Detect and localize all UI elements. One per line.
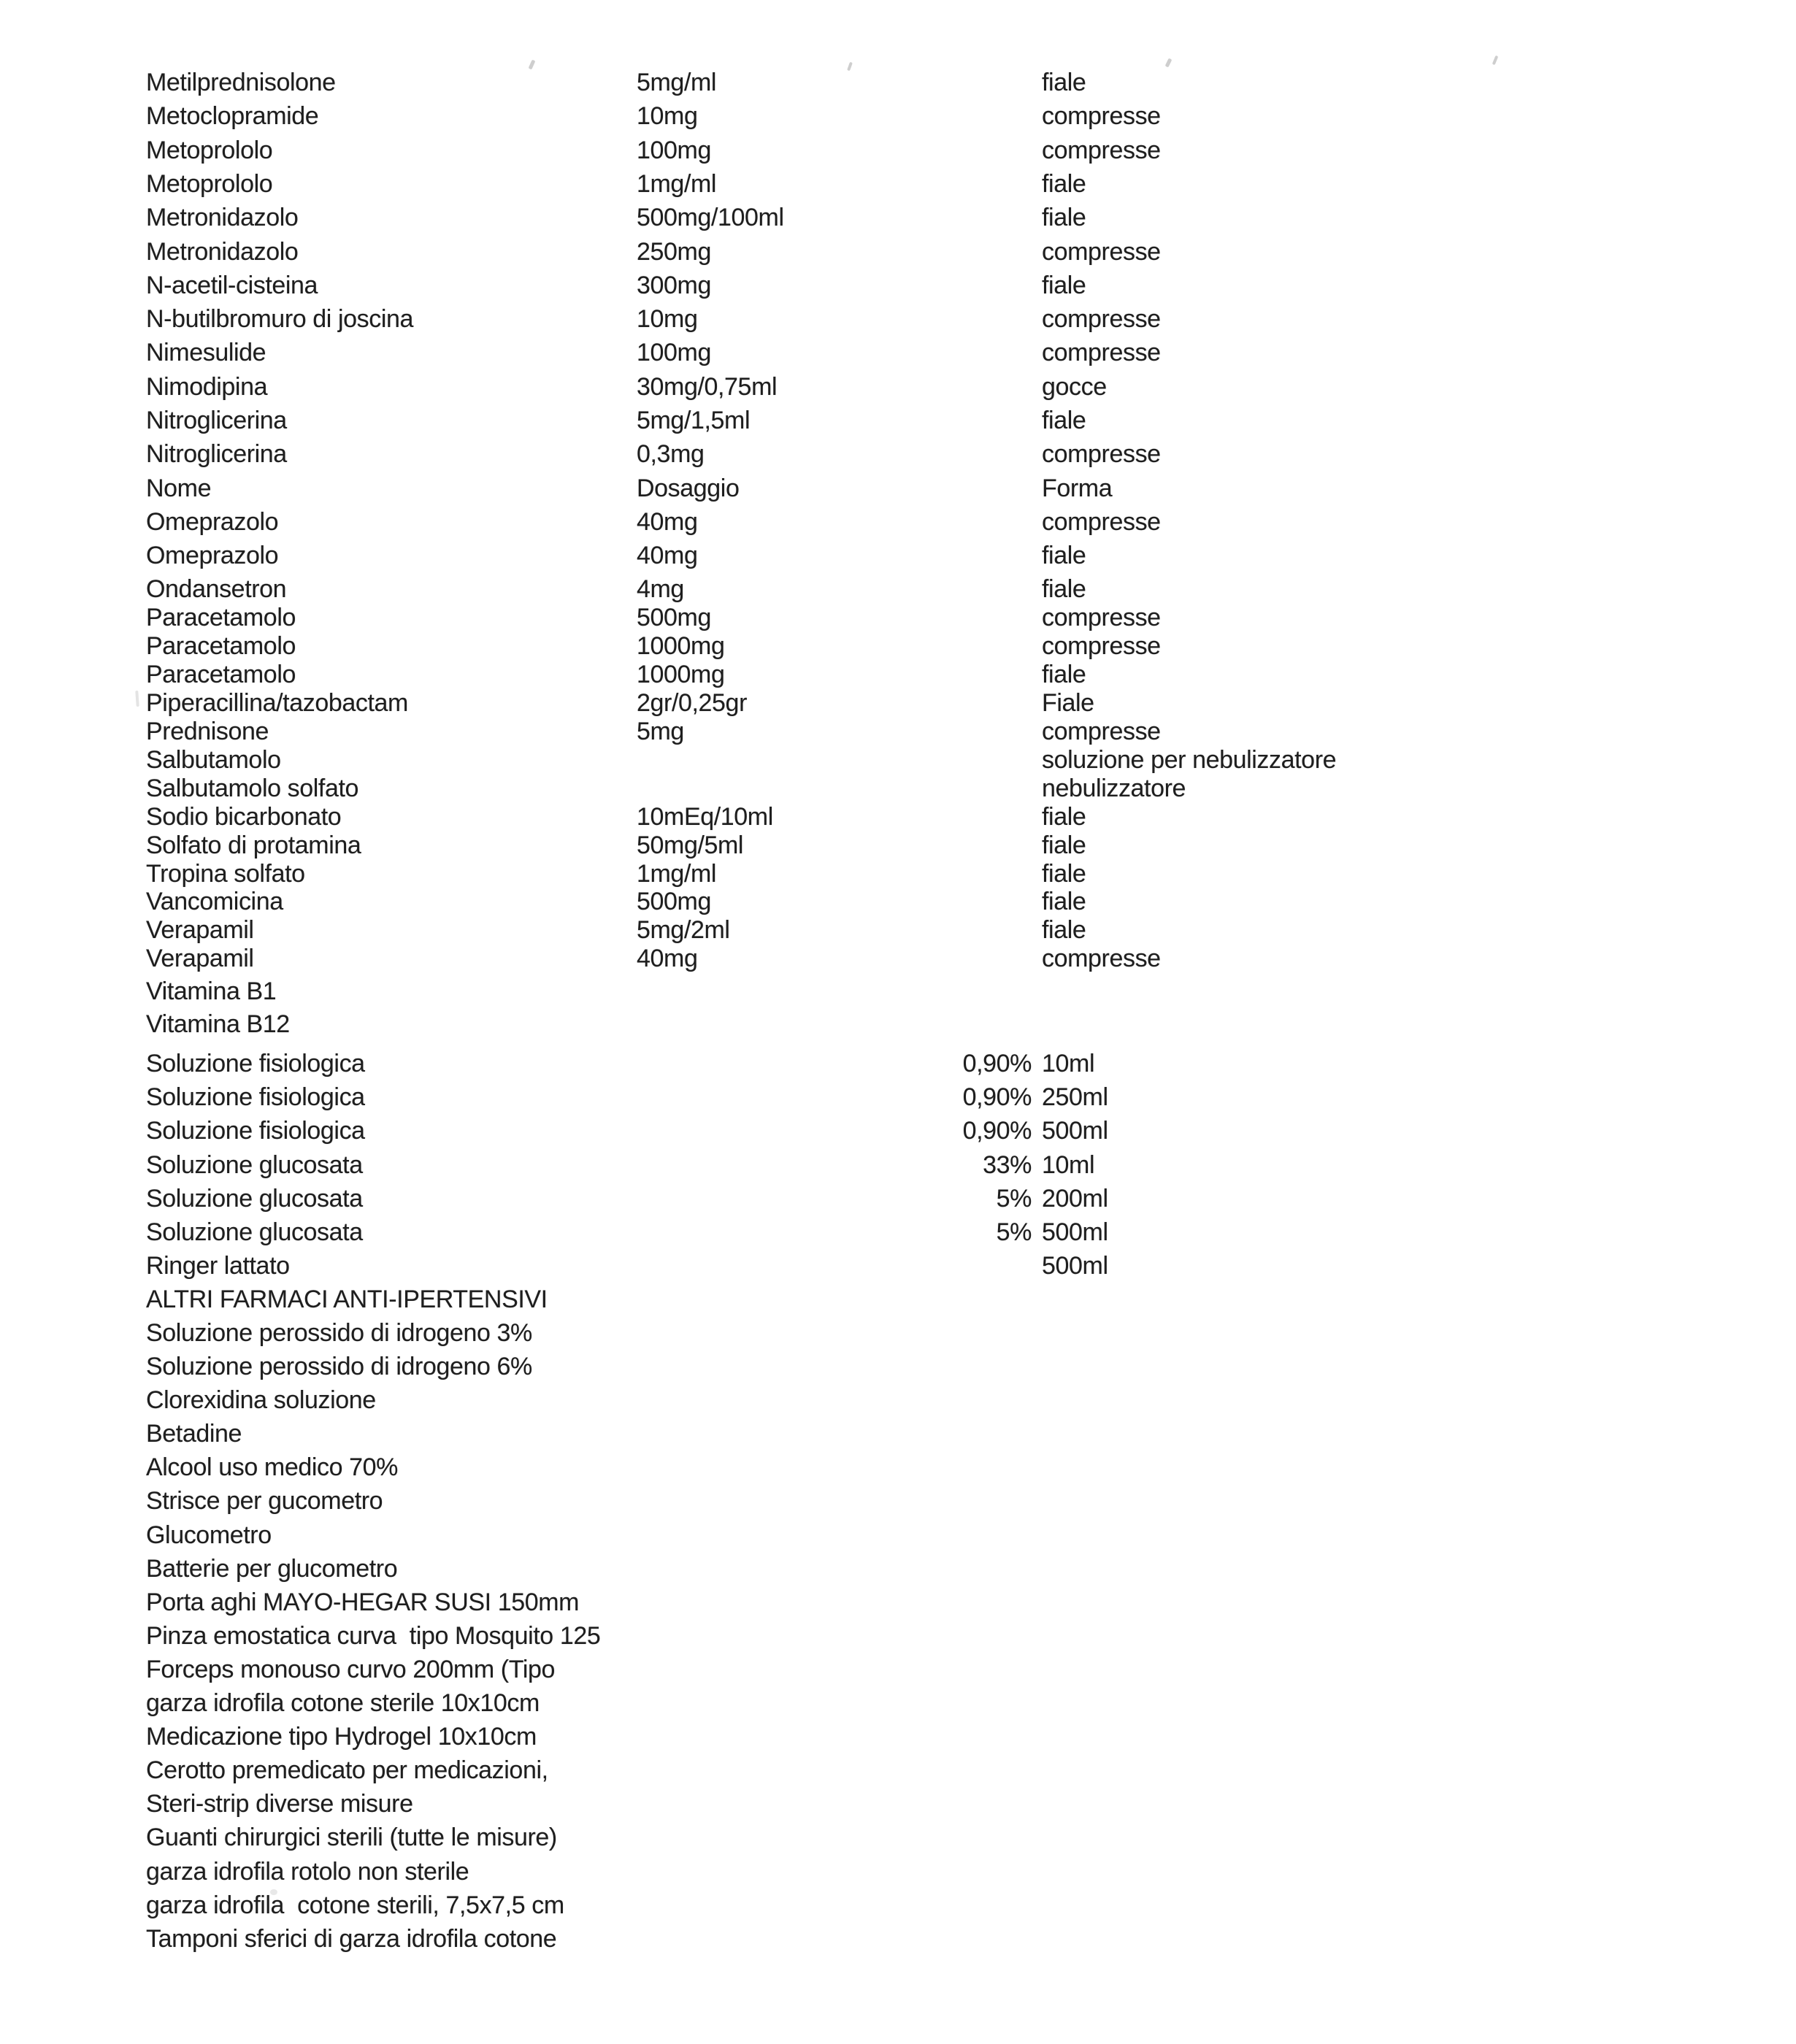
dosage-cell: 500mg: [637, 604, 711, 631]
table-row: [0, 1148, 1796, 1182]
table-row: [0, 1007, 1796, 1041]
form-cell: nebulizzatore: [1042, 775, 1186, 802]
dosage-cell: 10mEq/10ml: [637, 803, 773, 831]
table-row: [0, 336, 1796, 369]
drug-name-cell: Nimesulide: [146, 339, 266, 366]
table-row: [0, 235, 1796, 269]
form-cell: compresse: [1042, 718, 1161, 745]
drug-name-cell: Vitamina B1: [146, 977, 277, 1005]
drug-name-cell: Cerotto premedicato per medicazioni,: [146, 1756, 548, 1784]
drug-name-cell: Tropina solfato: [146, 860, 305, 888]
form-cell: fiale: [1042, 831, 1086, 859]
form-cell: compresse: [1042, 604, 1161, 631]
solution-volume-cell: 10ml: [1042, 1050, 1095, 1077]
table-row: [0, 1215, 1796, 1249]
table-row: [0, 302, 1796, 336]
drug-name-cell: Batterie per glucometro: [146, 1555, 398, 1583]
solution-percent-cell: 5%: [996, 1218, 1032, 1246]
dosage-cell: 5mg/ml: [637, 69, 717, 96]
table-row: [0, 975, 1796, 1008]
table-row: [0, 942, 1796, 975]
solution-percent-cell: 0,90%: [962, 1083, 1032, 1111]
drug-name-cell: Soluzione glucosata: [146, 1151, 363, 1179]
table-row: [0, 1889, 1796, 1922]
dosage-cell: Dosaggio: [637, 474, 740, 502]
table-row: [0, 1383, 1796, 1417]
table-row: [0, 1787, 1796, 1821]
drug-name-cell: Soluzione perossido di idrogeno 3%: [146, 1319, 532, 1347]
dosage-cell: 500mg: [637, 888, 711, 915]
drug-name-cell: Soluzione fisiologica: [146, 1050, 365, 1077]
form-cell: compresse: [1042, 945, 1161, 972]
drug-name-cell: Soluzione perossido di idrogeno 6%: [146, 1353, 532, 1380]
form-cell: compresse: [1042, 137, 1161, 164]
table-row: [0, 1114, 1796, 1148]
table-row: [0, 1182, 1796, 1215]
table-row: [0, 201, 1796, 234]
table-row: [0, 404, 1796, 437]
drug-name-cell: Metronidazolo: [146, 238, 299, 266]
dosage-cell: 500mg/100ml: [637, 204, 784, 231]
dosage-cell: 100mg: [637, 137, 711, 164]
form-cell: compresse: [1042, 632, 1161, 660]
drug-name-cell: Ringer lattato: [146, 1252, 290, 1280]
dosage-cell: 5mg: [637, 718, 684, 745]
solution-percent-cell: 0,90%: [962, 1050, 1032, 1077]
dosage-cell: 0,3mg: [637, 440, 705, 468]
table-row: [0, 1619, 1796, 1653]
solution-volume-cell: 500ml: [1042, 1252, 1108, 1280]
drug-name-cell: Vitamina B12: [146, 1010, 290, 1038]
table-row: [0, 370, 1796, 404]
drug-name-cell: Soluzione fisiologica: [146, 1083, 365, 1111]
table-row: [0, 1249, 1796, 1283]
form-cell: fiale: [1042, 407, 1086, 434]
form-cell: fiale: [1042, 888, 1086, 915]
drug-name-cell: Steri-strip diverse misure: [146, 1790, 413, 1818]
dosage-cell: 2gr/0,25gr: [637, 689, 747, 717]
drug-name-cell: Paracetamolo: [146, 661, 296, 688]
table-row: [0, 1720, 1796, 1753]
drug-name-cell: Ondansetron: [146, 575, 287, 603]
table-row: [0, 134, 1796, 167]
form-cell: fiale: [1042, 803, 1086, 831]
form-cell: Forma: [1042, 474, 1113, 502]
form-cell: soluzione per nebulizzatore: [1042, 746, 1337, 774]
solution-percent-cell: 33%: [983, 1151, 1032, 1179]
solution-percent-cell: 0,90%: [962, 1117, 1032, 1145]
drug-name-cell: Verapamil: [146, 916, 254, 944]
drug-name-cell: N-butilbromuro di joscina: [146, 305, 414, 333]
drug-name-cell: Piperacillina/tazobactam: [146, 689, 408, 717]
table-row: [0, 1316, 1796, 1350]
drug-name-cell: Pinza emostatica curva tipo Mosquito 125: [146, 1622, 601, 1650]
scan-artifact: [1492, 55, 1499, 66]
solution-volume-cell: 10ml: [1042, 1151, 1095, 1179]
table-row: [0, 99, 1796, 133]
drug-name-cell: Nome: [146, 474, 212, 502]
solution-volume-cell: 500ml: [1042, 1117, 1108, 1145]
form-cell: fiale: [1042, 69, 1086, 96]
table-row: [0, 1586, 1796, 1619]
column-header-row: [0, 472, 1796, 505]
drug-name-cell: Soluzione glucosata: [146, 1218, 363, 1246]
dosage-cell: 50mg/5ml: [637, 831, 744, 859]
table-row: [0, 437, 1796, 471]
drug-name-cell: Sodio bicarbonato: [146, 803, 342, 831]
form-cell: compresse: [1042, 102, 1161, 130]
drug-name-cell: Prednisone: [146, 718, 269, 745]
solution-volume-cell: 200ml: [1042, 1185, 1108, 1213]
form-cell: fiale: [1042, 204, 1086, 231]
form-cell: fiale: [1042, 272, 1086, 299]
form-cell: compresse: [1042, 238, 1161, 266]
dosage-cell: 1000mg: [637, 632, 725, 660]
drug-name-cell: Metronidazolo: [146, 204, 299, 231]
drug-name-cell: Metoprololo: [146, 170, 273, 198]
solution-volume-cell: 500ml: [1042, 1218, 1108, 1246]
drug-name-cell: Soluzione fisiologica: [146, 1117, 365, 1145]
dosage-cell: 100mg: [637, 339, 711, 366]
table-row: [0, 1518, 1796, 1552]
dosage-cell: 4mg: [637, 575, 684, 603]
scan-artifact: [270, 1889, 277, 1895]
table-row: [0, 1047, 1796, 1080]
drug-name-cell: Metoprololo: [146, 137, 273, 164]
drug-name-cell: Clorexidina soluzione: [146, 1386, 376, 1414]
form-cell: fiale: [1042, 542, 1086, 569]
drug-name-cell: garza idrofila cotone sterili, 7,5x7,5 cm: [146, 1891, 564, 1919]
dosage-cell: 10mg: [637, 102, 698, 130]
drug-name-cell: N-acetil-cisteina: [146, 272, 318, 299]
dosage-cell: 1000mg: [637, 661, 725, 688]
table-row: [0, 1552, 1796, 1586]
drug-name-cell: garza idrofila rotolo non sterile: [146, 1858, 469, 1886]
table-row: [0, 1451, 1796, 1484]
table-row: [0, 1686, 1796, 1720]
table-row: [0, 1855, 1796, 1889]
table-row: [0, 1484, 1796, 1518]
form-cell: compresse: [1042, 305, 1161, 333]
drug-name-cell: Metilprednisolone: [146, 69, 336, 96]
drug-name-cell: Tamponi sferici di garza idrofila cotone: [146, 1925, 557, 1953]
drug-name-cell: Solfato di protamina: [146, 831, 361, 859]
dosage-cell: 1mg/ml: [637, 860, 717, 888]
drug-name-cell: Nimodipina: [146, 373, 268, 401]
drug-name-cell: Glucometro: [146, 1521, 272, 1549]
drug-name-cell: Betadine: [146, 1420, 242, 1448]
drug-name-cell: Salbutamolo: [146, 746, 281, 774]
table-row: [0, 66, 1796, 99]
drug-name-cell: Paracetamolo: [146, 632, 296, 660]
drug-name-cell: Vancomicina: [146, 888, 283, 915]
drug-name-cell: ALTRI FARMACI ANTI-IPERTENSIVI: [146, 1286, 548, 1313]
dosage-cell: 1mg/ml: [637, 170, 717, 198]
form-cell: compresse: [1042, 339, 1161, 366]
drug-name-cell: Nitroglicerina: [146, 407, 287, 434]
table-row: [0, 1653, 1796, 1686]
form-cell: compresse: [1042, 508, 1161, 536]
drug-name-cell: Verapamil: [146, 945, 254, 972]
dosage-cell: 250mg: [637, 238, 711, 266]
form-cell: fiale: [1042, 170, 1086, 198]
dosage-cell: 40mg: [637, 542, 698, 569]
drug-name-cell: Omeprazolo: [146, 508, 279, 536]
form-cell: fiale: [1042, 860, 1086, 888]
table-row: [0, 1821, 1796, 1854]
drug-name-cell: Salbutamolo solfato: [146, 775, 359, 802]
dosage-cell: 10mg: [637, 305, 698, 333]
dosage-cell: 300mg: [637, 272, 711, 299]
table-row: [0, 1350, 1796, 1383]
drug-name-cell: Paracetamolo: [146, 604, 296, 631]
table-row: [0, 1080, 1796, 1114]
table-row: [0, 1922, 1796, 1956]
dosage-cell: 5mg/1,5ml: [637, 407, 751, 434]
form-cell: compresse: [1042, 440, 1161, 468]
form-cell: fiale: [1042, 575, 1086, 603]
drug-name-cell: Soluzione glucosata: [146, 1185, 363, 1213]
dosage-cell: 5mg/2ml: [637, 916, 730, 944]
dosage-cell: 30mg/0,75ml: [637, 373, 778, 401]
drug-name-cell: Metoclopramide: [146, 102, 319, 130]
drug-name-cell: Forceps monouso curvo 200mm (Tipo: [146, 1656, 555, 1683]
form-cell: Fiale: [1042, 689, 1094, 717]
dosage-cell: 40mg: [637, 508, 698, 536]
table-row: [0, 539, 1796, 572]
dosage-cell: 40mg: [637, 945, 698, 972]
table-row: [0, 1283, 1796, 1316]
drug-name-cell: Strisce per gucometro: [146, 1487, 383, 1515]
solution-volume-cell: 250ml: [1042, 1083, 1108, 1111]
table-row: [0, 269, 1796, 302]
table-row: [0, 167, 1796, 201]
drug-name-cell: Nitroglicerina: [146, 440, 287, 468]
form-cell: fiale: [1042, 916, 1086, 944]
form-cell: gocce: [1042, 373, 1107, 401]
drug-name-cell: garza idrofila cotone sterile 10x10cm: [146, 1689, 540, 1717]
table-row: [0, 1753, 1796, 1787]
drug-name-cell: Omeprazolo: [146, 542, 279, 569]
form-cell: fiale: [1042, 661, 1086, 688]
drug-name-cell: Porta aghi MAYO-HEGAR SUSI 150mm: [146, 1588, 580, 1616]
drug-name-cell: Guanti chirurgici sterili (tutte le misure): [146, 1824, 557, 1851]
solution-percent-cell: 5%: [996, 1185, 1032, 1213]
drug-name-cell: Alcool uso medico 70%: [146, 1453, 399, 1481]
table-row: [0, 505, 1796, 539]
drug-name-cell: Medicazione tipo Hydrogel 10x10cm: [146, 1723, 537, 1751]
table-row: [0, 1417, 1796, 1451]
